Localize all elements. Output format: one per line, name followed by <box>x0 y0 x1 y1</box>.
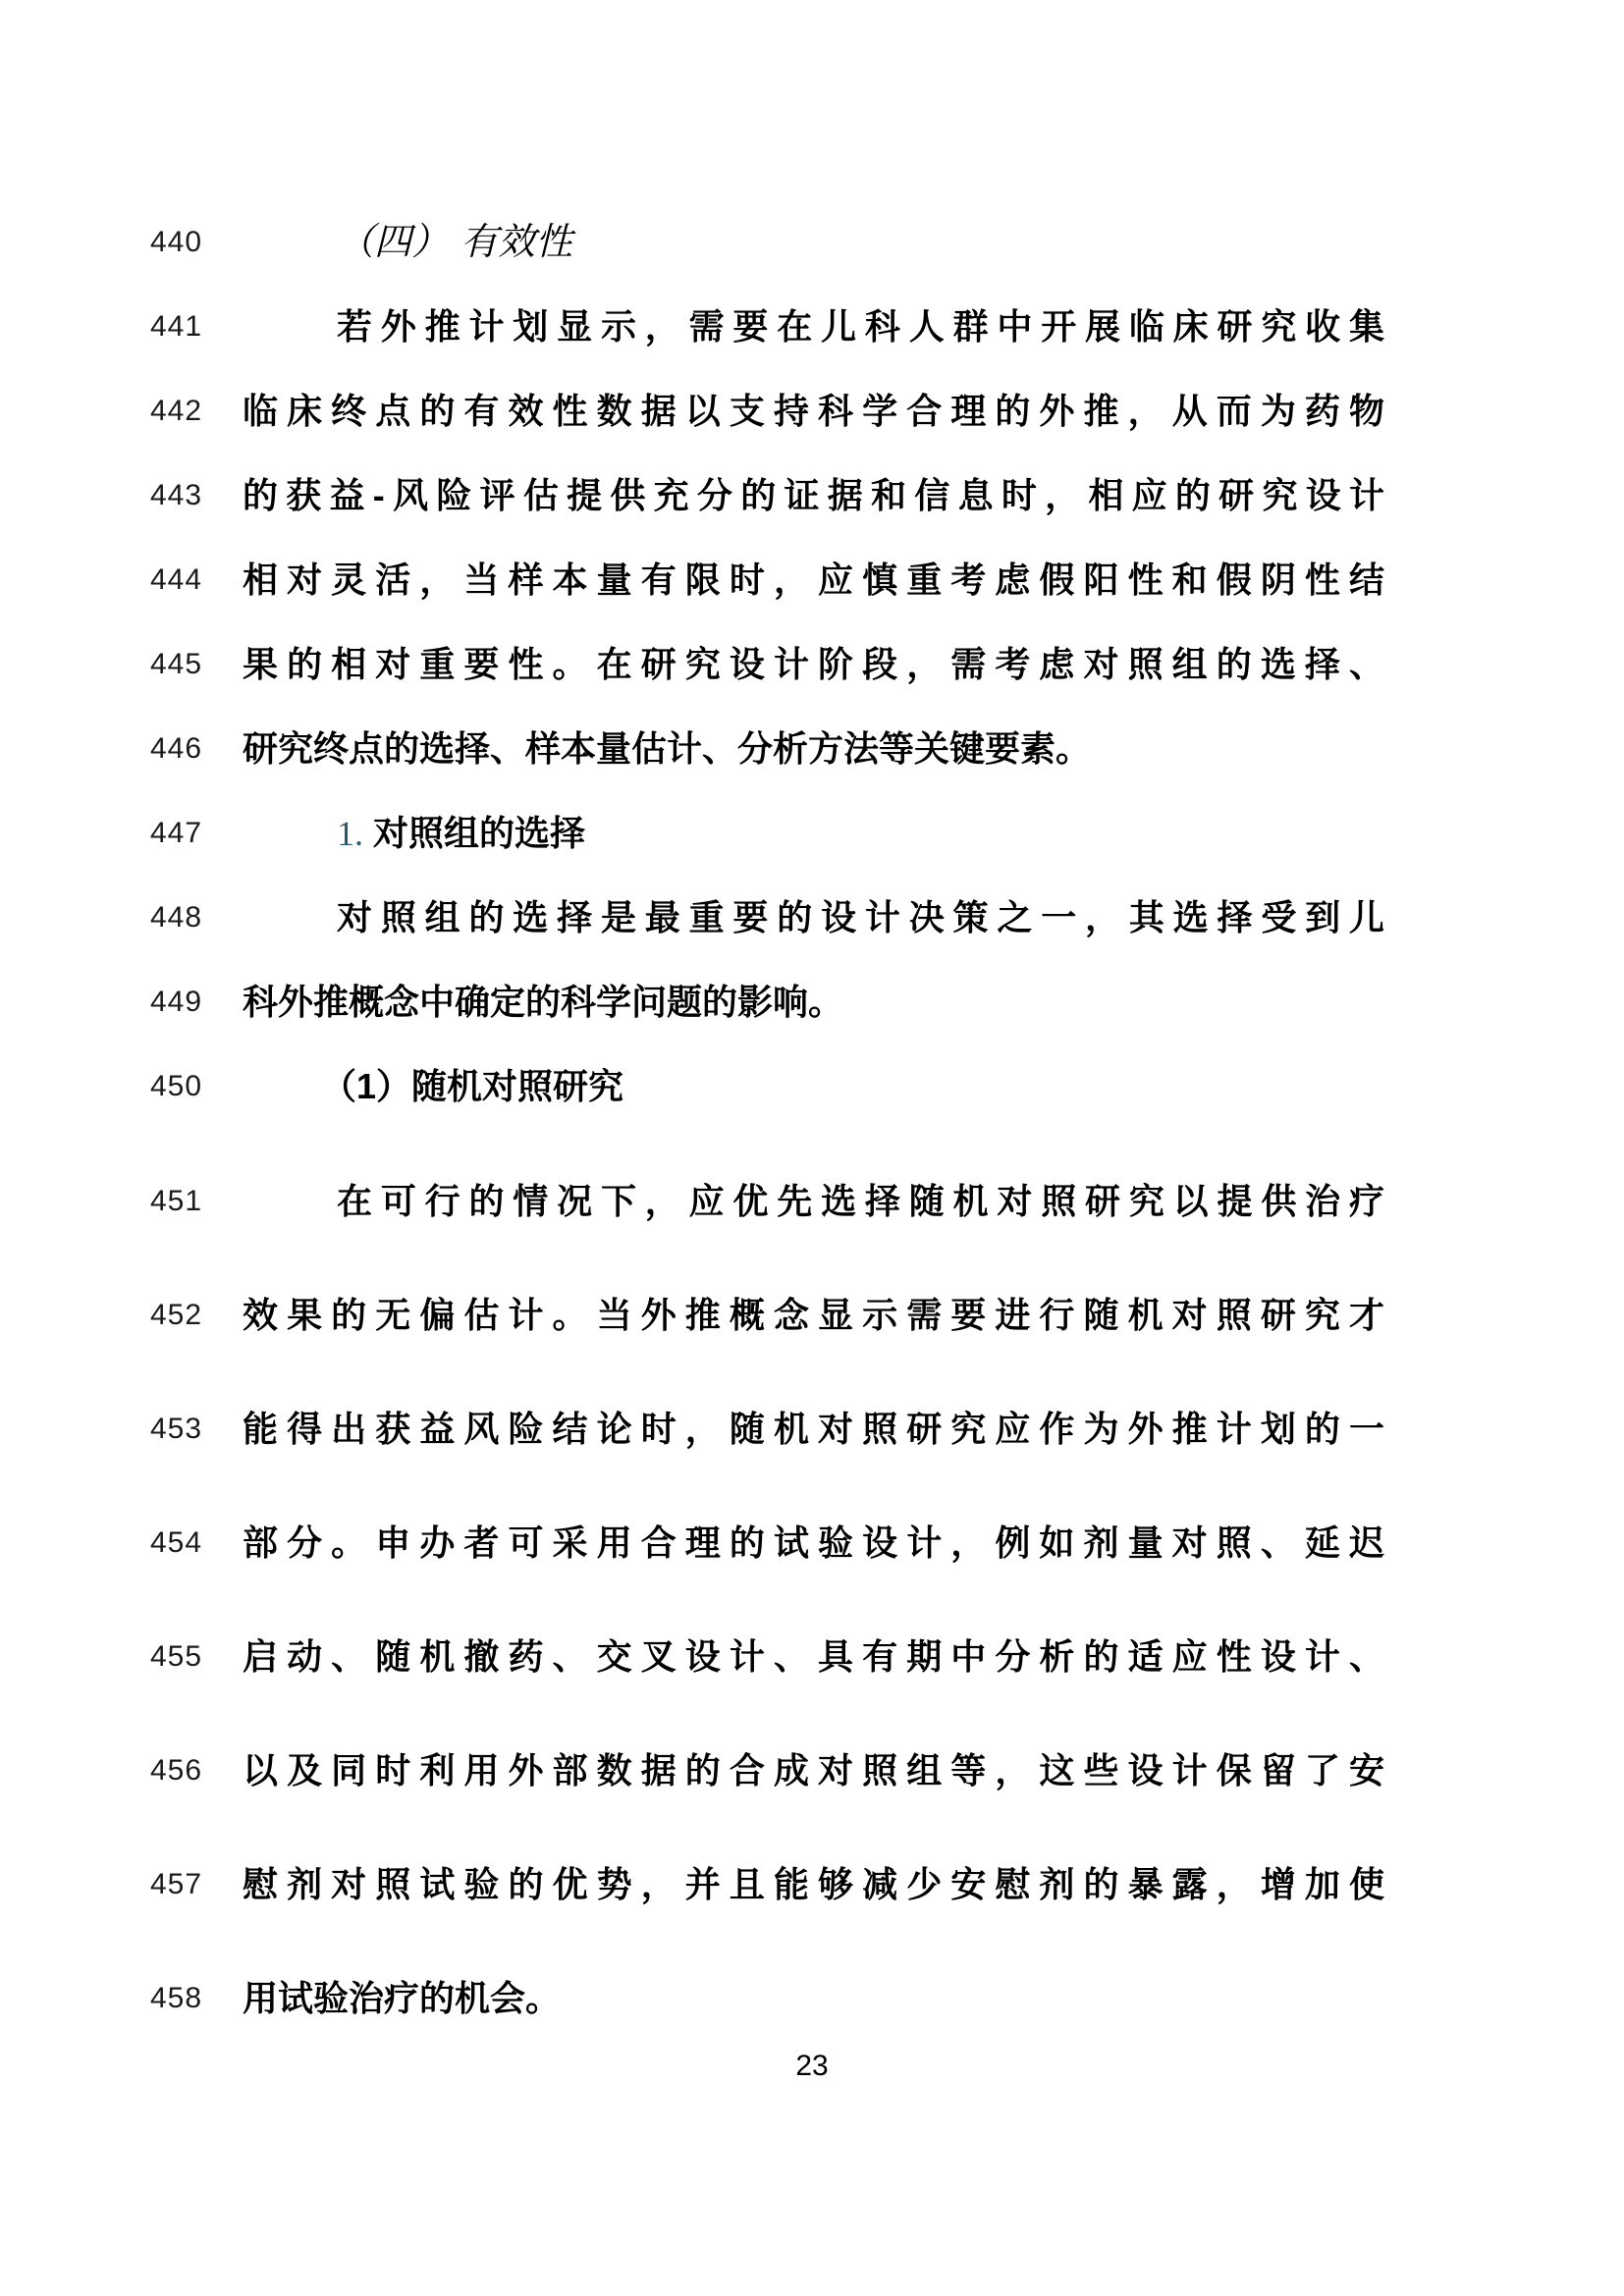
line-text-part: 对照组的选择 <box>363 812 586 853</box>
line-text <box>243 1408 1384 1450</box>
line-text <box>243 1977 1384 2019</box>
line-number: 445 <box>150 648 203 680</box>
line-number: 456 <box>150 1754 203 1787</box>
line-text-part: 在可行的情况下，应优先选择随机对照研究以提供治疗 <box>337 1181 1384 1222</box>
line-text <box>243 1863 1384 1905</box>
line-text-part: （1）随机对照研究 <box>321 1066 624 1107</box>
line-number: 457 <box>150 1868 203 1900</box>
line-text <box>243 643 1384 685</box>
document-line <box>150 454 1624 538</box>
line-text-part: 科外推概念中确定的科学问题的影响。 <box>243 982 844 1023</box>
line-text <box>243 220 1384 265</box>
line-number: 444 <box>150 563 203 596</box>
document-line <box>150 1486 1624 1600</box>
line-number: 458 <box>150 1982 203 2014</box>
line-text-part: 效果的无偏估计。当外推概念显示需要进行随机对照研究才 <box>243 1295 1384 1336</box>
line-text-part: 若外推计划显示，需要在儿科人群中开展临床研究收集 <box>337 306 1384 347</box>
document-line <box>150 1372 1624 1486</box>
document-line <box>150 200 1624 285</box>
line-text <box>243 981 1384 1023</box>
line-number: 443 <box>150 479 203 511</box>
line-number: 453 <box>150 1413 203 1445</box>
line-text <box>243 1294 1384 1336</box>
line-text <box>243 1749 1384 1791</box>
document-line <box>150 538 1624 622</box>
line-text <box>243 812 1384 855</box>
line-text <box>243 559 1384 601</box>
line-text <box>243 1522 1384 1564</box>
line-text-part: 部分。申办者可采用合理的试验设计，例如剂量对照、延迟 <box>243 1522 1384 1564</box>
document-line <box>150 876 1624 960</box>
line-text <box>243 1635 1384 1678</box>
line-text-part: 能得出获益风险结论时，随机对照研究应作为外推计划的一 <box>243 1409 1384 1450</box>
line-number: 455 <box>150 1640 203 1673</box>
line-number: 442 <box>150 395 203 427</box>
line-number: 451 <box>150 1185 203 1217</box>
document-line <box>150 1258 1624 1372</box>
document-line <box>150 1145 1624 1258</box>
document-line <box>150 960 1624 1044</box>
line-text-accent-part: 1. <box>337 813 363 853</box>
document-line <box>150 791 1624 876</box>
line-text <box>243 474 1384 516</box>
line-text-part: 相对灵活，当样本量有限时，应慎重考虑假阳性和假阴性结 <box>243 560 1384 601</box>
line-text-part: 对照组的选择是最重要的设计决策之一，其选择受到儿 <box>337 897 1384 938</box>
line-text-part: 研究终点的选择、样本量估计、分析方法等关键要素。 <box>243 728 1092 770</box>
line-text-part: 以及同时利用外部数据的合成对照组等，这些设计保留了安 <box>243 1750 1384 1791</box>
document-line <box>150 285 1624 369</box>
document-line <box>150 1714 1624 1828</box>
document-line <box>150 369 1624 454</box>
line-text <box>243 727 1384 770</box>
line-text-part: （四） 有效性 <box>337 220 573 264</box>
line-number: 454 <box>150 1526 203 1559</box>
document-line <box>150 1044 1624 1129</box>
line-text-part: 临床终点的有效性数据以支持科学合理的外推，从而为药物 <box>243 391 1384 432</box>
line-number: 452 <box>150 1299 203 1331</box>
line-text-part: 用试验治疗的机会。 <box>243 1978 562 2019</box>
page-number: 23 <box>795 2050 829 2082</box>
line-number: 449 <box>150 986 203 1018</box>
line-text <box>243 1065 1384 1107</box>
line-number: 440 <box>150 226 203 258</box>
line-text <box>243 896 1384 938</box>
line-number: 448 <box>150 901 203 934</box>
document-line <box>150 1828 1624 1942</box>
document-line <box>150 622 1624 707</box>
line-text-part: 慰剂对照试验的优势，并且能够减少安慰剂的暴露，增加使 <box>243 1864 1384 1905</box>
line-text-part: 的获益-风险评估提供充分的证据和信息时，相应的研究设计 <box>243 475 1384 516</box>
line-number: 446 <box>150 732 203 765</box>
line-text <box>243 1180 1384 1222</box>
document-line <box>150 707 1624 791</box>
line-number: 450 <box>150 1070 203 1102</box>
line-text-part: 启动、随机撤药、交叉设计、具有期中分析的适应性设计、 <box>243 1636 1384 1678</box>
line-number: 447 <box>150 817 203 849</box>
document-line <box>150 1600 1624 1714</box>
line-text <box>243 390 1384 432</box>
document-line <box>150 1942 1624 2056</box>
line-number: 441 <box>150 310 203 343</box>
line-text <box>243 305 1384 347</box>
line-text-part: 果的相对重要性。在研究设计阶段，需考虑对照组的选择、 <box>243 644 1384 685</box>
